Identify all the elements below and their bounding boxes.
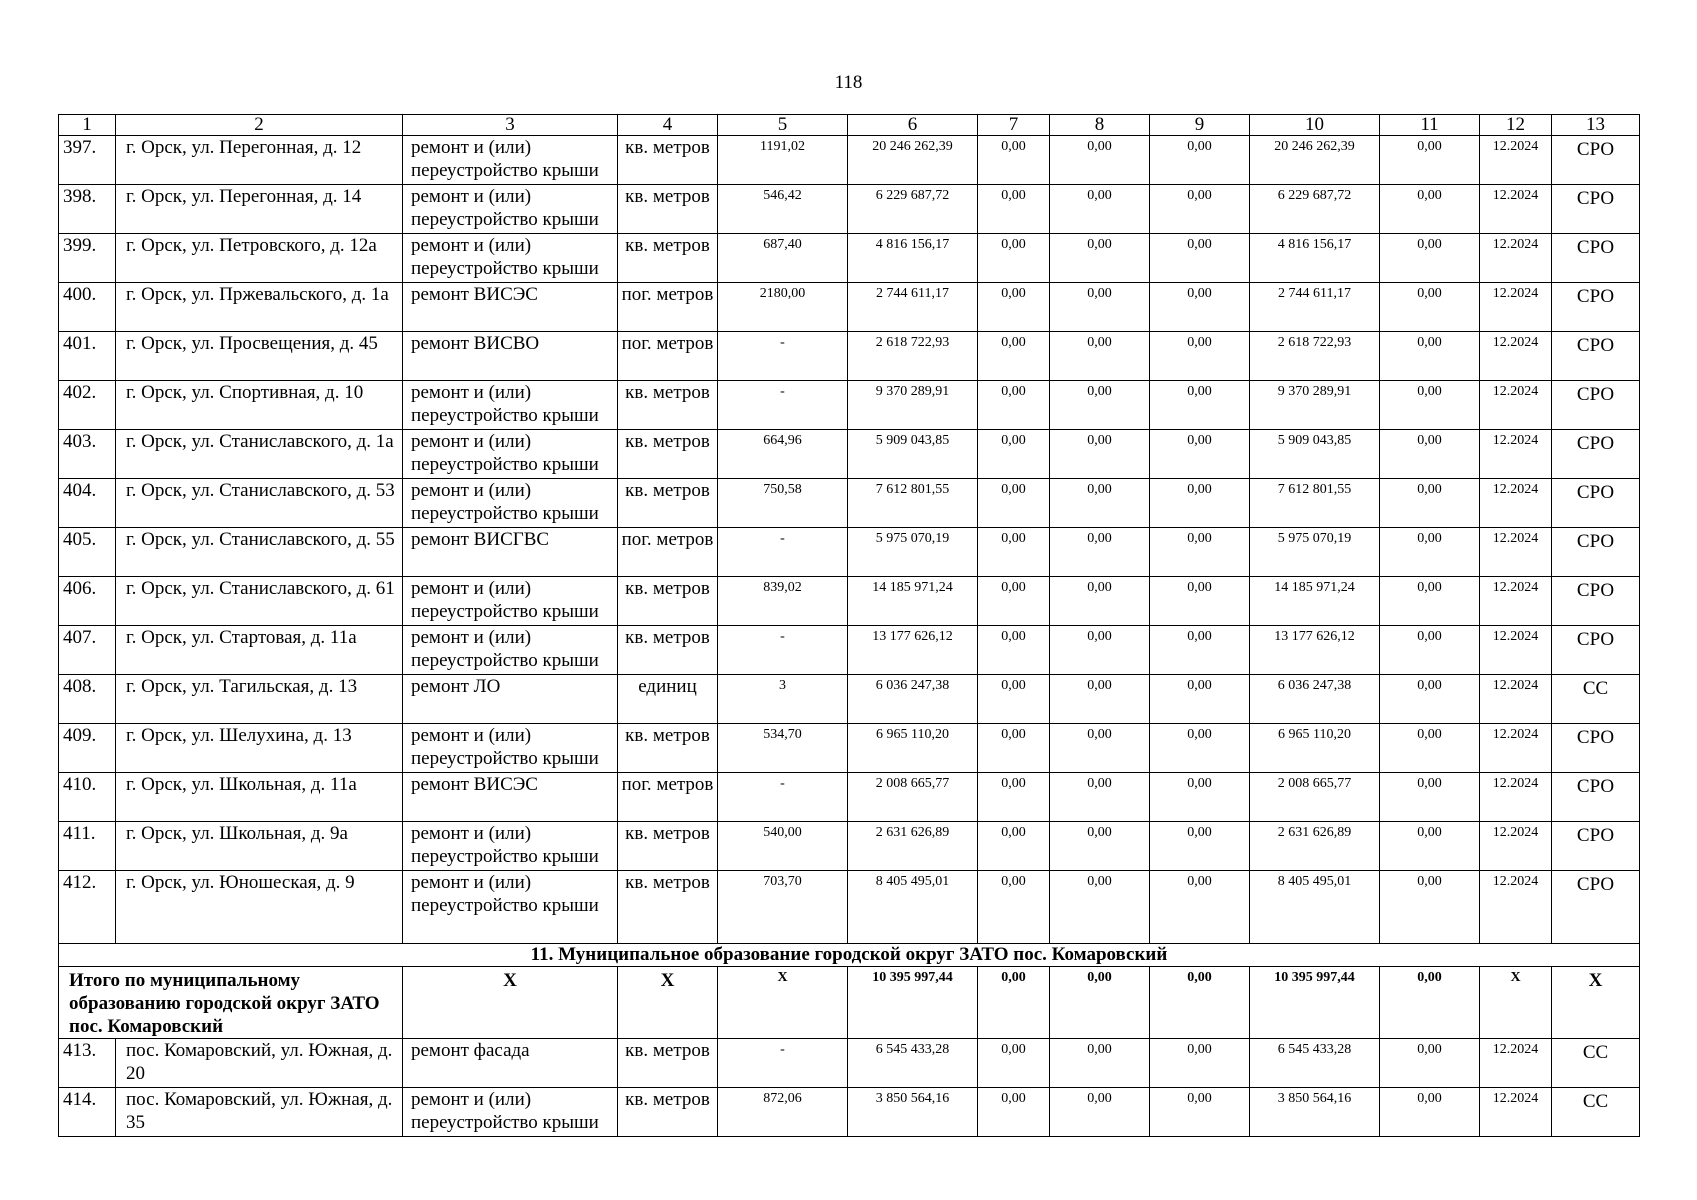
- fund-col11-cell: 0,00: [1380, 1039, 1480, 1088]
- source-cell: СС: [1552, 1088, 1640, 1137]
- fund-col9-cell: 0,00: [1150, 577, 1250, 626]
- quantity-cell: 534,70: [718, 724, 848, 773]
- fund-col11-cell: 0,00: [1380, 871, 1480, 944]
- fund-col9-cell: 0,00: [1150, 136, 1250, 185]
- fund-col11-cell: 0,00: [1380, 283, 1480, 332]
- fund-col9-cell: 0,00: [1150, 871, 1250, 944]
- table-row: [59, 479, 1640, 528]
- fund-col11-cell: 0,00: [1380, 332, 1480, 381]
- unit-cell: кв. метров: [618, 185, 718, 234]
- column-number-cell: 10: [1250, 115, 1380, 136]
- address-cell: г. Орск, ул. Школьная, д. 11а: [116, 773, 403, 822]
- total-c10-cell: 10 395 997,44: [1250, 967, 1380, 1039]
- fund-col8-cell: 0,00: [1050, 136, 1150, 185]
- table-row: [59, 430, 1640, 479]
- fund-col8-cell: 0,00: [1050, 283, 1150, 332]
- total-cost-cell: 9 370 289,91: [848, 381, 978, 430]
- unit-cell: пог. метров: [618, 332, 718, 381]
- fund-col11-cell: 0,00: [1380, 1088, 1480, 1137]
- table-row: [59, 185, 1640, 234]
- quantity-cell: 1191,02: [718, 136, 848, 185]
- work-type-cell: ремонт ЛО: [403, 675, 618, 724]
- address-cell: г. Орск, ул. Спортивная, д. 10: [116, 381, 403, 430]
- fund-col10-cell: 7 612 801,55: [1250, 479, 1380, 528]
- total-cost-cell: 2 744 611,17: [848, 283, 978, 332]
- fund-col7-cell: 0,00: [978, 528, 1050, 577]
- deadline-cell: 12.2024: [1480, 1088, 1552, 1137]
- source-cell: СРО: [1552, 283, 1640, 332]
- deadline-cell: 12.2024: [1480, 577, 1552, 626]
- total-x12-cell: Х: [1480, 967, 1552, 1039]
- work-type-cell: ремонт и (или) переустройство крыши: [403, 479, 618, 528]
- fund-col11-cell: 0,00: [1380, 136, 1480, 185]
- fund-col9-cell: 0,00: [1150, 283, 1250, 332]
- fund-col9-cell: 0,00: [1150, 234, 1250, 283]
- deadline-cell: 12.2024: [1480, 185, 1552, 234]
- work-type-cell: ремонт и (или) переустройство крыши: [403, 871, 618, 944]
- quantity-cell: 2180,00: [718, 283, 848, 332]
- total-x4-cell: Х: [618, 967, 718, 1039]
- table-row: [59, 1039, 1640, 1088]
- address-cell: г. Орск, ул. Станиславского, д. 55: [116, 528, 403, 577]
- fund-col7-cell: 0,00: [978, 822, 1050, 871]
- deadline-cell: 12.2024: [1480, 381, 1552, 430]
- total-x3-cell: Х: [403, 967, 618, 1039]
- work-type-cell: ремонт ВИСЭС: [403, 773, 618, 822]
- total-label: Итого по муниципальному образованию городской округ ЗАТО пос. Комаровский: [59, 967, 403, 1039]
- source-cell: СРО: [1552, 332, 1640, 381]
- total-cost-cell: 13 177 626,12: [848, 626, 978, 675]
- deadline-cell: 12.2024: [1480, 871, 1552, 944]
- column-number-cell: 1: [59, 115, 116, 136]
- address-cell: г. Орск, ул. Шелухина, д. 13: [116, 724, 403, 773]
- table-row: [59, 283, 1640, 332]
- deadline-cell: 12.2024: [1480, 626, 1552, 675]
- fund-col11-cell: 0,00: [1380, 430, 1480, 479]
- deadline-cell: 12.2024: [1480, 332, 1552, 381]
- unit-cell: кв. метров: [618, 430, 718, 479]
- fund-col9-cell: 0,00: [1150, 626, 1250, 675]
- unit-cell: кв. метров: [618, 381, 718, 430]
- column-number-cell: 3: [403, 115, 618, 136]
- table-row: [59, 577, 1640, 626]
- fund-col11-cell: 0,00: [1380, 479, 1480, 528]
- total-c9-cell: 0,00: [1150, 967, 1250, 1039]
- section-title-row: [59, 944, 1640, 967]
- fund-col9-cell: 0,00: [1150, 185, 1250, 234]
- total-cost-cell: 2 618 722,93: [848, 332, 978, 381]
- table-row: [59, 675, 1640, 724]
- fund-col8-cell: 0,00: [1050, 479, 1150, 528]
- source-cell: СРО: [1552, 234, 1640, 283]
- fund-col11-cell: 0,00: [1380, 381, 1480, 430]
- total-cost-cell: 8 405 495,01: [848, 871, 978, 944]
- work-type-cell: ремонт и (или) переустройство крыши: [403, 185, 618, 234]
- total-x13-cell: Х: [1552, 967, 1640, 1039]
- address-cell: г. Орск, ул. Перегонная, д. 12: [116, 136, 403, 185]
- column-number-cell: 6: [848, 115, 978, 136]
- total-cost-cell: 4 816 156,17: [848, 234, 978, 283]
- work-type-cell: ремонт фасада: [403, 1039, 618, 1088]
- total-total-cell: 10 395 997,44: [848, 967, 978, 1039]
- total-cost-cell: 20 246 262,39: [848, 136, 978, 185]
- work-type-cell: ремонт и (или) переустройство крыши: [403, 430, 618, 479]
- unit-cell: кв. метров: [618, 871, 718, 944]
- fund-col7-cell: 0,00: [978, 283, 1050, 332]
- fund-col7-cell: 0,00: [978, 479, 1050, 528]
- deadline-cell: 12.2024: [1480, 528, 1552, 577]
- row-number-cell: 408.: [59, 675, 116, 724]
- fund-col7-cell: 0,00: [978, 430, 1050, 479]
- fund-col10-cell: 13 177 626,12: [1250, 626, 1380, 675]
- address-cell: г. Орск, ул. Станиславского, д. 53: [116, 479, 403, 528]
- fund-col7-cell: 0,00: [978, 626, 1050, 675]
- address-cell: г. Орск, ул. Юношеская, д. 9: [116, 871, 403, 944]
- fund-col10-cell: 6 545 433,28: [1250, 1039, 1380, 1088]
- row-number-cell: 410.: [59, 773, 116, 822]
- table-row: [59, 234, 1640, 283]
- fund-col10-cell: 14 185 971,24: [1250, 577, 1380, 626]
- unit-cell: кв. метров: [618, 724, 718, 773]
- unit-cell: кв. метров: [618, 234, 718, 283]
- deadline-cell: 12.2024: [1480, 234, 1552, 283]
- fund-col7-cell: 0,00: [978, 332, 1050, 381]
- address-cell: г. Орск, ул. Станиславского, д. 61: [116, 577, 403, 626]
- total-cost-cell: 7 612 801,55: [848, 479, 978, 528]
- fund-col11-cell: 0,00: [1380, 528, 1480, 577]
- deadline-cell: 12.2024: [1480, 430, 1552, 479]
- fund-col11-cell: 0,00: [1380, 626, 1480, 675]
- work-type-cell: ремонт и (или) переустройство крыши: [403, 1088, 618, 1137]
- fund-col10-cell: 2 008 665,77: [1250, 773, 1380, 822]
- source-cell: СРО: [1552, 871, 1640, 944]
- source-cell: СРО: [1552, 577, 1640, 626]
- column-number-cell: 2: [116, 115, 403, 136]
- address-cell: г. Орск, ул. Просвещения, д. 45: [116, 332, 403, 381]
- fund-col10-cell: 2 631 626,89: [1250, 822, 1380, 871]
- address-cell: г. Орск, ул. Петровского, д. 12а: [116, 234, 403, 283]
- work-type-cell: ремонт ВИСЭС: [403, 283, 618, 332]
- column-number-cell: 13: [1552, 115, 1640, 136]
- deadline-cell: 12.2024: [1480, 822, 1552, 871]
- fund-col9-cell: 0,00: [1150, 1039, 1250, 1088]
- fund-col7-cell: 0,00: [978, 773, 1050, 822]
- fund-col8-cell: 0,00: [1050, 1039, 1150, 1088]
- fund-col8-cell: 0,00: [1050, 626, 1150, 675]
- table-row: [59, 626, 1640, 675]
- fund-col10-cell: 5 975 070,19: [1250, 528, 1380, 577]
- unit-cell: кв. метров: [618, 1088, 718, 1137]
- work-type-cell: ремонт и (или) переустройство крыши: [403, 136, 618, 185]
- row-number-cell: 400.: [59, 283, 116, 332]
- work-type-cell: ремонт и (или) переустройство крыши: [403, 822, 618, 871]
- total-cost-cell: 6 965 110,20: [848, 724, 978, 773]
- fund-col9-cell: 0,00: [1150, 430, 1250, 479]
- fund-col8-cell: 0,00: [1050, 675, 1150, 724]
- fund-col10-cell: 6 036 247,38: [1250, 675, 1380, 724]
- quantity-cell: -: [718, 332, 848, 381]
- row-number-cell: 404.: [59, 479, 116, 528]
- fund-col9-cell: 0,00: [1150, 773, 1250, 822]
- fund-col10-cell: 6 229 687,72: [1250, 185, 1380, 234]
- fund-col8-cell: 0,00: [1050, 724, 1150, 773]
- total-x5-cell: Х: [718, 967, 848, 1039]
- fund-col10-cell: 20 246 262,39: [1250, 136, 1380, 185]
- fund-col8-cell: 0,00: [1050, 332, 1150, 381]
- work-type-cell: ремонт и (или) переустройство крыши: [403, 381, 618, 430]
- address-cell: пос. Комаровский, ул. Южная, д. 20: [116, 1039, 403, 1088]
- column-number-cell: 7: [978, 115, 1050, 136]
- unit-cell: кв. метров: [618, 577, 718, 626]
- quantity-cell: 839,02: [718, 577, 848, 626]
- unit-cell: кв. метров: [618, 626, 718, 675]
- fund-col8-cell: 0,00: [1050, 234, 1150, 283]
- page-number: 118: [834, 72, 863, 93]
- quantity-cell: -: [718, 528, 848, 577]
- deadline-cell: 12.2024: [1480, 136, 1552, 185]
- column-number-cell: 8: [1050, 115, 1150, 136]
- row-number-cell: 399.: [59, 234, 116, 283]
- table-row: [59, 332, 1640, 381]
- unit-cell: кв. метров: [618, 479, 718, 528]
- fund-col7-cell: 0,00: [978, 185, 1050, 234]
- total-cost-cell: 3 850 564,16: [848, 1088, 978, 1137]
- source-cell: СРО: [1552, 822, 1640, 871]
- fund-col10-cell: 5 909 043,85: [1250, 430, 1380, 479]
- source-cell: СРО: [1552, 430, 1640, 479]
- fund-col11-cell: 0,00: [1380, 577, 1480, 626]
- quantity-cell: 540,00: [718, 822, 848, 871]
- fund-col9-cell: 0,00: [1150, 822, 1250, 871]
- address-cell: г. Орск, ул. Школьная, д. 9а: [116, 822, 403, 871]
- source-cell: СРО: [1552, 136, 1640, 185]
- row-number-cell: 403.: [59, 430, 116, 479]
- deadline-cell: 12.2024: [1480, 1039, 1552, 1088]
- total-cost-cell: 2 008 665,77: [848, 773, 978, 822]
- source-cell: СРО: [1552, 185, 1640, 234]
- fund-col9-cell: 0,00: [1150, 675, 1250, 724]
- quantity-cell: 750,58: [718, 479, 848, 528]
- deadline-cell: 12.2024: [1480, 283, 1552, 332]
- table-row: [59, 724, 1640, 773]
- fund-col9-cell: 0,00: [1150, 1088, 1250, 1137]
- row-number-cell: 397.: [59, 136, 116, 185]
- quantity-cell: -: [718, 626, 848, 675]
- row-number-cell: 407.: [59, 626, 116, 675]
- fund-col11-cell: 0,00: [1380, 724, 1480, 773]
- column-number-cell: 11: [1380, 115, 1480, 136]
- fund-col7-cell: 0,00: [978, 136, 1050, 185]
- table-row: [59, 773, 1640, 822]
- total-cost-cell: 6 229 687,72: [848, 185, 978, 234]
- fund-col9-cell: 0,00: [1150, 724, 1250, 773]
- fund-col9-cell: 0,00: [1150, 528, 1250, 577]
- address-cell: г. Орск, ул. Станиславского, д. 1а: [116, 430, 403, 479]
- table-row: [59, 381, 1640, 430]
- unit-cell: единиц: [618, 675, 718, 724]
- fund-col8-cell: 0,00: [1050, 430, 1150, 479]
- work-type-cell: ремонт ВИСВО: [403, 332, 618, 381]
- row-number-cell: 409.: [59, 724, 116, 773]
- fund-col7-cell: 0,00: [978, 724, 1050, 773]
- source-cell: СРО: [1552, 773, 1640, 822]
- quantity-cell: -: [718, 1039, 848, 1088]
- total-cost-cell: 6 036 247,38: [848, 675, 978, 724]
- total-cost-cell: 2 631 626,89: [848, 822, 978, 871]
- address-cell: пос. Комаровский, ул. Южная, д. 35: [116, 1088, 403, 1137]
- fund-col10-cell: 6 965 110,20: [1250, 724, 1380, 773]
- row-number-cell: 398.: [59, 185, 116, 234]
- total-cost-cell: 14 185 971,24: [848, 577, 978, 626]
- quantity-cell: 546,42: [718, 185, 848, 234]
- fund-col7-cell: 0,00: [978, 675, 1050, 724]
- table-row: [59, 1088, 1640, 1137]
- column-number-cell: 9: [1150, 115, 1250, 136]
- work-type-cell: ремонт ВИСГВС: [403, 528, 618, 577]
- source-cell: СС: [1552, 1039, 1640, 1088]
- fund-col7-cell: 0,00: [978, 871, 1050, 944]
- column-number-cell: 12: [1480, 115, 1552, 136]
- quantity-cell: 3: [718, 675, 848, 724]
- row-number-cell: 406.: [59, 577, 116, 626]
- quantity-cell: -: [718, 773, 848, 822]
- total-cost-cell: 6 545 433,28: [848, 1039, 978, 1088]
- fund-col7-cell: 0,00: [978, 1039, 1050, 1088]
- section-title: 11. Муниципальное образование городской округ ЗАТО пос. Комаровский: [59, 944, 1640, 967]
- row-number-cell: 412.: [59, 871, 116, 944]
- fund-col10-cell: 3 850 564,16: [1250, 1088, 1380, 1137]
- source-cell: СРО: [1552, 381, 1640, 430]
- deadline-cell: 12.2024: [1480, 675, 1552, 724]
- row-number-cell: 405.: [59, 528, 116, 577]
- column-number-cell: 4: [618, 115, 718, 136]
- address-cell: г. Орск, ул. Перегонная, д. 14: [116, 185, 403, 234]
- fund-col9-cell: 0,00: [1150, 479, 1250, 528]
- fund-col8-cell: 0,00: [1050, 528, 1150, 577]
- fund-col8-cell: 0,00: [1050, 773, 1150, 822]
- quantity-cell: 872,06: [718, 1088, 848, 1137]
- fund-col11-cell: 0,00: [1380, 185, 1480, 234]
- fund-col9-cell: 0,00: [1150, 332, 1250, 381]
- unit-cell: кв. метров: [618, 822, 718, 871]
- fund-col10-cell: 2 744 611,17: [1250, 283, 1380, 332]
- fund-col10-cell: 8 405 495,01: [1250, 871, 1380, 944]
- table-row: [59, 528, 1640, 577]
- fund-col11-cell: 0,00: [1380, 234, 1480, 283]
- address-cell: г. Орск, ул. Тагильская, д. 13: [116, 675, 403, 724]
- total-c8-cell: 0,00: [1050, 967, 1150, 1039]
- fund-col10-cell: 2 618 722,93: [1250, 332, 1380, 381]
- quantity-cell: 664,96: [718, 430, 848, 479]
- address-cell: г. Орск, ул. Пржевальского, д. 1а: [116, 283, 403, 332]
- fund-col11-cell: 0,00: [1380, 675, 1480, 724]
- quantity-cell: 687,40: [718, 234, 848, 283]
- fund-col11-cell: 0,00: [1380, 773, 1480, 822]
- fund-col8-cell: 0,00: [1050, 871, 1150, 944]
- row-number-cell: 414.: [59, 1088, 116, 1137]
- unit-cell: пог. метров: [618, 773, 718, 822]
- deadline-cell: 12.2024: [1480, 479, 1552, 528]
- address-cell: г. Орск, ул. Стартовая, д. 11а: [116, 626, 403, 675]
- fund-col10-cell: 9 370 289,91: [1250, 381, 1380, 430]
- fund-col8-cell: 0,00: [1050, 1088, 1150, 1137]
- total-cost-cell: 5 909 043,85: [848, 430, 978, 479]
- source-cell: СРО: [1552, 528, 1640, 577]
- total-c11-cell: 0,00: [1380, 967, 1480, 1039]
- unit-cell: кв. метров: [618, 136, 718, 185]
- total-cost-cell: 5 975 070,19: [848, 528, 978, 577]
- capital-repair-table: [58, 114, 1640, 1137]
- column-number-row: [59, 115, 1640, 136]
- fund-col8-cell: 0,00: [1050, 381, 1150, 430]
- row-number-cell: 411.: [59, 822, 116, 871]
- unit-cell: кв. метров: [618, 1039, 718, 1088]
- source-cell: СРО: [1552, 724, 1640, 773]
- fund-col11-cell: 0,00: [1380, 822, 1480, 871]
- deadline-cell: 12.2024: [1480, 724, 1552, 773]
- fund-col7-cell: 0,00: [978, 577, 1050, 626]
- source-cell: СРО: [1552, 626, 1640, 675]
- source-cell: СС: [1552, 675, 1640, 724]
- table-row: [59, 871, 1640, 944]
- work-type-cell: ремонт и (или) переустройство крыши: [403, 626, 618, 675]
- work-type-cell: ремонт и (или) переустройство крыши: [403, 234, 618, 283]
- unit-cell: пог. метров: [618, 283, 718, 332]
- fund-col7-cell: 0,00: [978, 234, 1050, 283]
- work-type-cell: ремонт и (или) переустройство крыши: [403, 577, 618, 626]
- unit-cell: пог. метров: [618, 528, 718, 577]
- total-c7-cell: 0,00: [978, 967, 1050, 1039]
- row-number-cell: 413.: [59, 1039, 116, 1088]
- fund-col8-cell: 0,00: [1050, 822, 1150, 871]
- column-number-cell: 5: [718, 115, 848, 136]
- quantity-cell: -: [718, 381, 848, 430]
- fund-col10-cell: 4 816 156,17: [1250, 234, 1380, 283]
- fund-col8-cell: 0,00: [1050, 577, 1150, 626]
- fund-col9-cell: 0,00: [1150, 381, 1250, 430]
- fund-col7-cell: 0,00: [978, 1088, 1050, 1137]
- table-row: [59, 136, 1640, 185]
- table-row: [59, 822, 1640, 871]
- total-row: [59, 967, 1640, 1039]
- fund-col7-cell: 0,00: [978, 381, 1050, 430]
- quantity-cell: 703,70: [718, 871, 848, 944]
- work-type-cell: ремонт и (или) переустройство крыши: [403, 724, 618, 773]
- row-number-cell: 401.: [59, 332, 116, 381]
- fund-col8-cell: 0,00: [1050, 185, 1150, 234]
- row-number-cell: 402.: [59, 381, 116, 430]
- source-cell: СРО: [1552, 479, 1640, 528]
- deadline-cell: 12.2024: [1480, 773, 1552, 822]
